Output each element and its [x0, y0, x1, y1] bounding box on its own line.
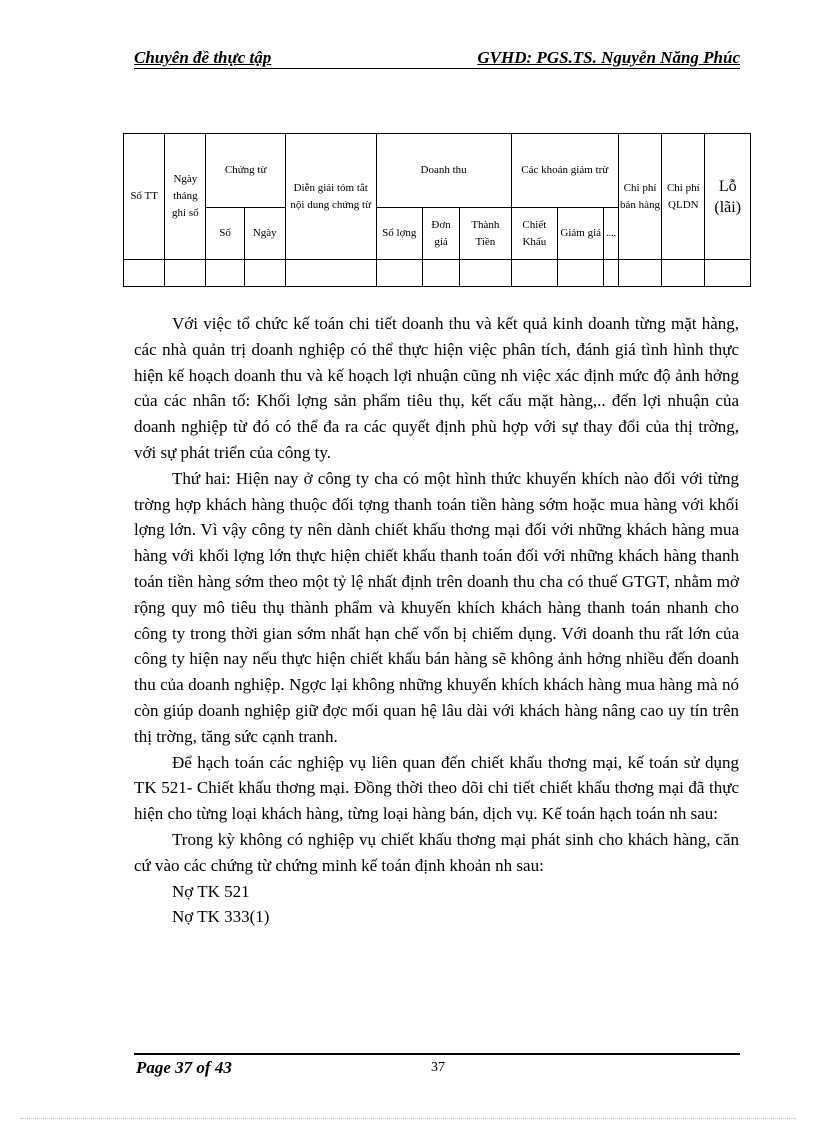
- header-dien-giai: Diễn giải tóm tắt nội dung chứng từ: [285, 134, 376, 260]
- page-header: [134, 48, 740, 70]
- body-text: [134, 311, 739, 930]
- paragraph: Thứ hai: Hiện nay ở công ty cha có một hình thức khuyến khích nào đối với từng trờng hợp khách hàng thuộc đối tợng thanh toán tiền hàng sớm hoặc mua hàng với khối lợng lớn. Vì vậy công ty nên dành chiết khấu thơng mại đối với những khách hàng mua hàng với khối lợng lớn thực hiện chiết khấu thanh toán đối với những khách hàng thanh toán tiền hàng sớm theo một tỷ lệ nhất định trên doanh thu cha có thuế GTGT, nhằm mở rộng quy mô tiêu thụ thành phẩm và khuyến khích khách hàng thanh toán nhanh cho công ty trong thời gian sớm nhất hạn chế vốn bị chiếm dụng. Với doanh thu rất lớn của công ty hiện nay nếu thực hiện chiết khấu bán hàng sẽ không ảnh hởng nhiều đến doanh thu của doanh nghiệp. Ngợc lại không những khuyến khích khách hàng mua hàng mà nó còn giúp doanh nghiệp giữ đợc mối quan hệ lâu dài với khách hàng nâng cao uy tín trên thị trờng, tăng sức cạnh tranh.: [134, 468, 739, 746]
- header-ngay-ghi-so: Ngày tháng ghi sổ: [165, 134, 206, 260]
- header-supervisor: GVHD: PGS.TS. Nguyễn Năng Phúc: [477, 48, 740, 67]
- subheader-don-gia: Đơn giá: [422, 208, 459, 260]
- subheader-thanh-tien: Thành Tiền: [460, 208, 512, 260]
- page-label: Page 37 of 43: [136, 1058, 232, 1077]
- paragraph: Trong kỳ không có nghiệp vụ chiết khấu thơng mại phát sinh cho khách hàng, căn cứ vào các chứng từ chứng minh kế toán định khoản nh sau:: [134, 829, 739, 875]
- page-footer: [134, 1053, 740, 1083]
- header-rule: [134, 68, 740, 69]
- footer-rule: [134, 1053, 740, 1055]
- subheader-giam-gia: Giảm giá: [558, 208, 604, 260]
- paragraph: Với việc tổ chức kế toán chi tiết doanh thu và kết quả kinh doanh từng mặt hàng, các nhà quản trị doanh nghiệp có thể thực hiện việc phân tích, đánh giá tình hình thực hiện kế hoạch doanh thu và kế hoạch lợi nhuận cũng nh việc xác định mức độ ảnh hởng của các nhân tố: Khối lợng sản phẩm tiêu thụ, kết cấu mặt hàng,.. đến lợi nhuận của doanh nghiệp từ đó có thể đa ra các quyết định phù hợp với sự thay đổi của thị trờng, với sự phát triển của công ty.: [134, 314, 739, 462]
- subheader-so: Số: [206, 208, 244, 260]
- header-chung-tu: Chứng từ: [206, 134, 285, 208]
- subheader-so-luong: Số lợng: [376, 208, 422, 260]
- subheader-ngay: Ngày: [244, 208, 285, 260]
- page-number: 37: [431, 1060, 445, 1075]
- subheader-more: ....: [604, 208, 618, 260]
- page-edge-dotted-line: [20, 1118, 796, 1119]
- header-cp-ban-hang: Chi phí bán hàng: [618, 134, 661, 260]
- table-row-empty: [124, 260, 751, 287]
- ledger-table: [123, 133, 751, 287]
- journal-entry-debit-521: Nợ TK 521: [172, 881, 250, 901]
- header-cp-qldn: Chi phí QLDN: [662, 134, 705, 260]
- header-stt: Số TT: [124, 134, 165, 260]
- subheader-chiet-khau: Chiết Khấu: [511, 208, 557, 260]
- header-lo-lai: Lỗ (lãi): [705, 134, 751, 260]
- journal-entry-debit-3331: Nợ TK 333(1): [172, 907, 270, 927]
- header-giam-tru: Các khoản giảm trừ: [511, 134, 618, 208]
- paragraph: Để hạch toán các nghiệp vụ liên quan đến chiết khấu thơng mại, kế toán sử dụng TK 521- Chiết khấu thơng mại. Đồng thời theo dõi chi tiết chiết khấu thơng mại đã thực hiện cho từng loại khách hàng, từng loại hàng bán, dịch vụ. Kế toán hạch toán nh sau:: [134, 752, 739, 824]
- header-doanh-thu: Doanh thu: [376, 134, 511, 208]
- header-title: Chuyên đề thực tập: [134, 48, 272, 67]
